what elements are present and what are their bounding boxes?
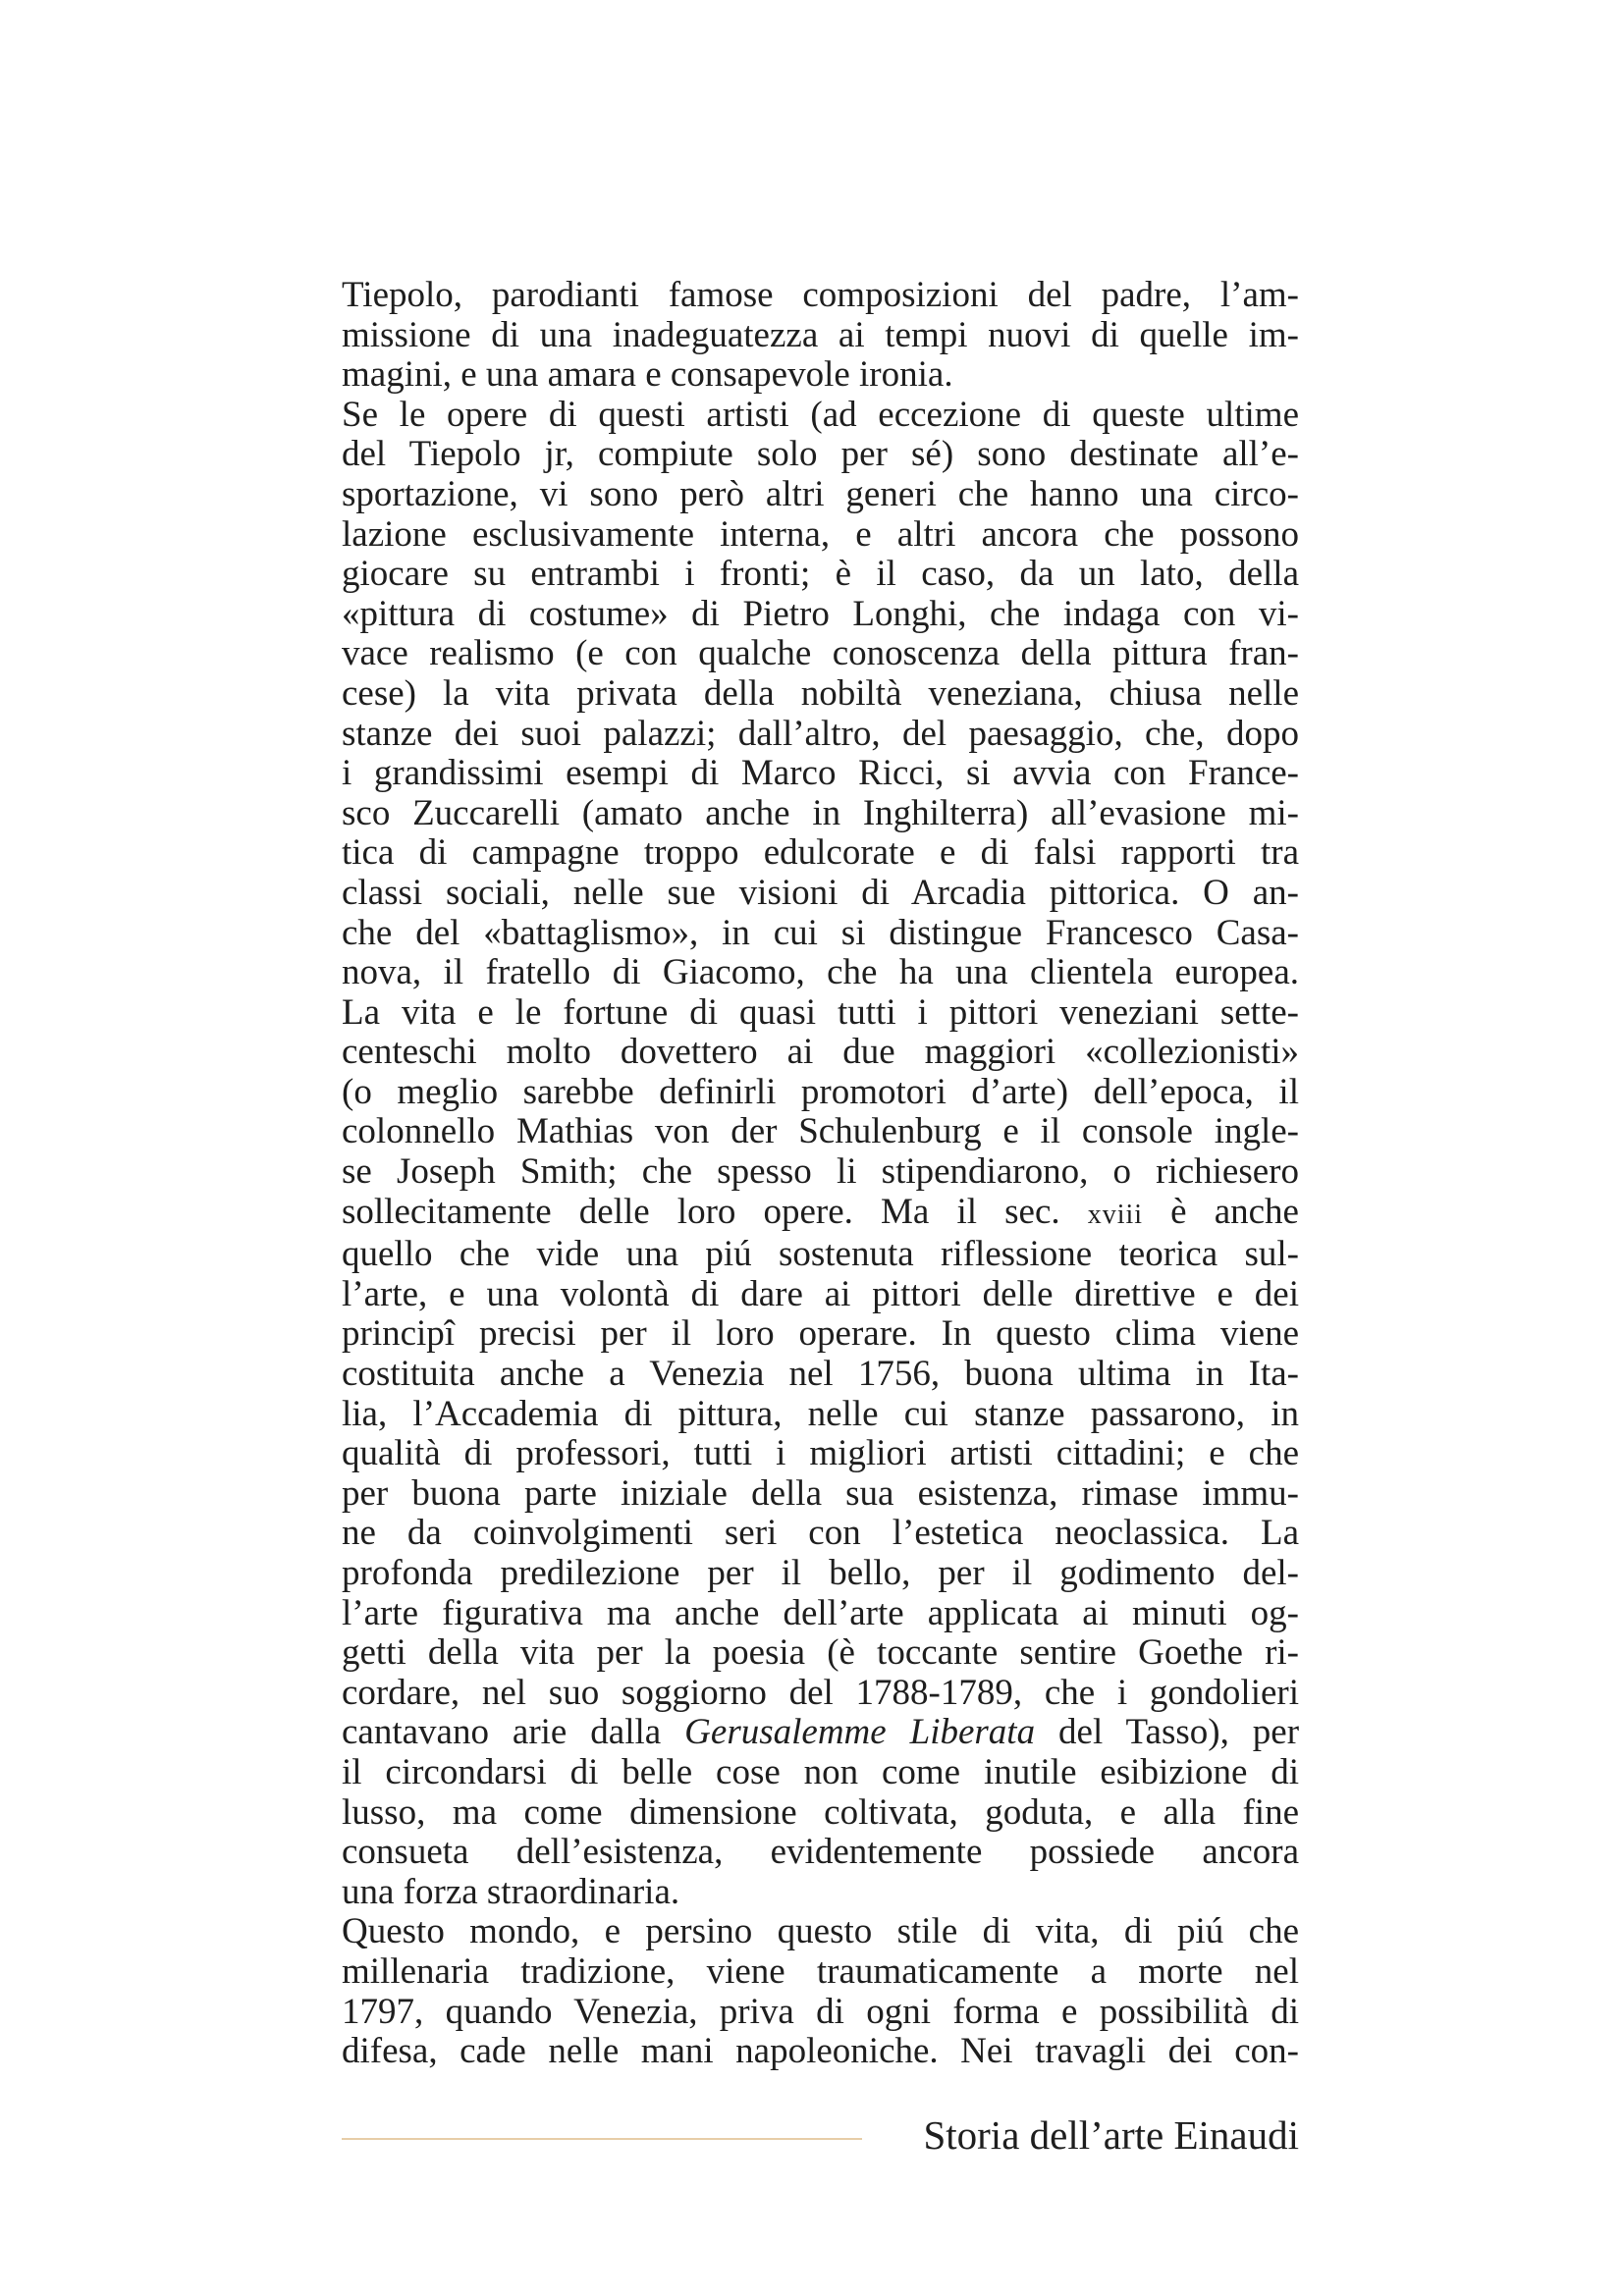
text-line: una forza straordinaria. xyxy=(342,1871,680,1912)
text-line: per buona parte iniziale della sua esistenza, rimase immu- xyxy=(342,1472,1299,1514)
text-line: profonda predilezione per il bello, per il godimento del- xyxy=(342,1553,1299,1593)
body-text xyxy=(342,276,1299,2072)
text-line: 1797, quando Venezia, priva di ogni forma e possibilità di xyxy=(342,1991,1299,2032)
text-line: l’arte figurativa ma anche dell’arte applicata ai minuti og- xyxy=(342,1592,1299,1633)
text-line: cese) la vita privata della nobiltà veneziana, chiusa nelle xyxy=(342,672,1299,714)
text-line: sco Zuccarelli (amato anche in Inghilterra) all’evasione mi- xyxy=(342,792,1299,833)
text-line: (o meglio sarebbe definirli promotori d’arte) dell’epoca, il xyxy=(342,1071,1299,1112)
text-line: difesa, cade nelle mani napoleoniche. Nei travagli dei con- xyxy=(342,2031,1299,2072)
text-line: classi sociali, nelle sue visioni di Arcadia pittorica. O an- xyxy=(342,872,1299,913)
text-line: che del «battaglismo», in cui si distingue Francesco Casa- xyxy=(342,912,1299,953)
text-line: vace realismo (e con qualche conoscenza della pittura fran- xyxy=(342,633,1299,674)
text-line: l’arte, e una volontà di dare ai pittori delle direttive e dei xyxy=(342,1273,1299,1314)
text-line xyxy=(342,1193,1299,1236)
text-line: giocare su entrambi i fronti; è il caso, da un lato, della xyxy=(342,554,1299,595)
text-fragment: cantavano arie dalla xyxy=(342,1712,662,1753)
text-line: Tiepolo, parodianti famose composizioni del padre, l’am- xyxy=(342,275,1299,315)
text-line: il circondarsi di belle cose non come inutile esibizione di xyxy=(342,1751,1299,1792)
text-line: quello che vide una piú sostenuta riflessione teorica sul- xyxy=(342,1234,1299,1275)
text-line: centeschi molto dovettero ai due maggiori «collezionisti» xyxy=(342,1032,1299,1073)
text-line: Se le opere di questi artisti (ad eccezione di queste ultime xyxy=(342,394,1299,435)
text-line: i grandissimi esempi di Marco Ricci, si avvia con France- xyxy=(342,753,1299,794)
text-line: tica di campagne troppo edulcorate e di falsi rapporti tra xyxy=(342,832,1299,874)
text-line: ne da coinvolgimenti seri con l’estetica neoclassica. La xyxy=(342,1513,1299,1554)
text-line: millenaria tradizione, viene traumaticamente a morte nel xyxy=(342,1950,1299,1992)
text-line: costituita anche a Venezia nel 1756, buona ultima in Ita- xyxy=(342,1354,1299,1395)
text-line: Questo mondo, e persino questo stile di vita, di piú che xyxy=(342,1911,1299,1952)
italic-title-gerusalemme-liberata: Gerusalemme Liberata xyxy=(684,1712,1036,1753)
text-line: missione di una inadeguatezza ai tempi nuovi di quelle im- xyxy=(342,314,1299,355)
footer-rule xyxy=(342,2138,862,2140)
text-line: nova, il fratello di Giacomo, che ha una clientela europea. xyxy=(342,952,1299,993)
text-line: La vita e le fortune di quasi tutti i pittori veneziani sette- xyxy=(342,991,1299,1033)
text-line: principî precisi per il loro operare. In questo clima viene xyxy=(342,1313,1299,1355)
text-line: se Joseph Smith; che spesso li stipendiarono, o richiesero xyxy=(342,1151,1299,1193)
roman-numeral-xviii: xviii xyxy=(1087,1199,1144,1230)
text-fragment: sollecitamente delle loro opere. Ma il sec. xyxy=(342,1191,1060,1232)
text-line: getti della vita per la poesia (è toccante sentire Goethe ri- xyxy=(342,1632,1299,1674)
text-line: «pittura di costume» di Pietro Longhi, che indaga con vi- xyxy=(342,593,1299,634)
text-line: del Tiepolo jr, compiute solo per sé) sono destinate all’e- xyxy=(342,434,1299,475)
text-line: lazione esclusivamente interna, e altri ancora che possono xyxy=(342,513,1299,555)
text-line: consueta dell’esistenza, evidentemente possiede ancora xyxy=(342,1832,1299,1873)
text-line: sportazione, vi sono però altri generi che hanno una circo- xyxy=(342,473,1299,514)
text-line: stanze dei suoi palazzi; dall’altro, del paesaggio, che, dopo xyxy=(342,713,1299,754)
text-line: lusso, ma come dimensione coltivata, goduta, e alla fine xyxy=(342,1791,1299,1833)
text-line: qualità di professori, tutti i migliori artisti cittadini; e che xyxy=(342,1433,1299,1474)
text-fragment: è anche xyxy=(1143,1191,1299,1232)
text-line: colonnello Mathias von der Schulenburg e il console ingle- xyxy=(342,1111,1299,1152)
footer-title: Storia dell’arte Einaudi xyxy=(923,2112,1299,2158)
text-line xyxy=(342,1713,1299,1753)
text-line: lia, l’Accademia di pittura, nelle cui stanze passarono, in xyxy=(342,1393,1299,1434)
text-fragment: del Tasso), per xyxy=(1035,1712,1300,1753)
text-line: cordare, nel suo soggiorno del 1788-1789, che i gondolieri xyxy=(342,1672,1299,1713)
text-line: magini, e una amara e consapevole ironia. xyxy=(342,354,953,396)
